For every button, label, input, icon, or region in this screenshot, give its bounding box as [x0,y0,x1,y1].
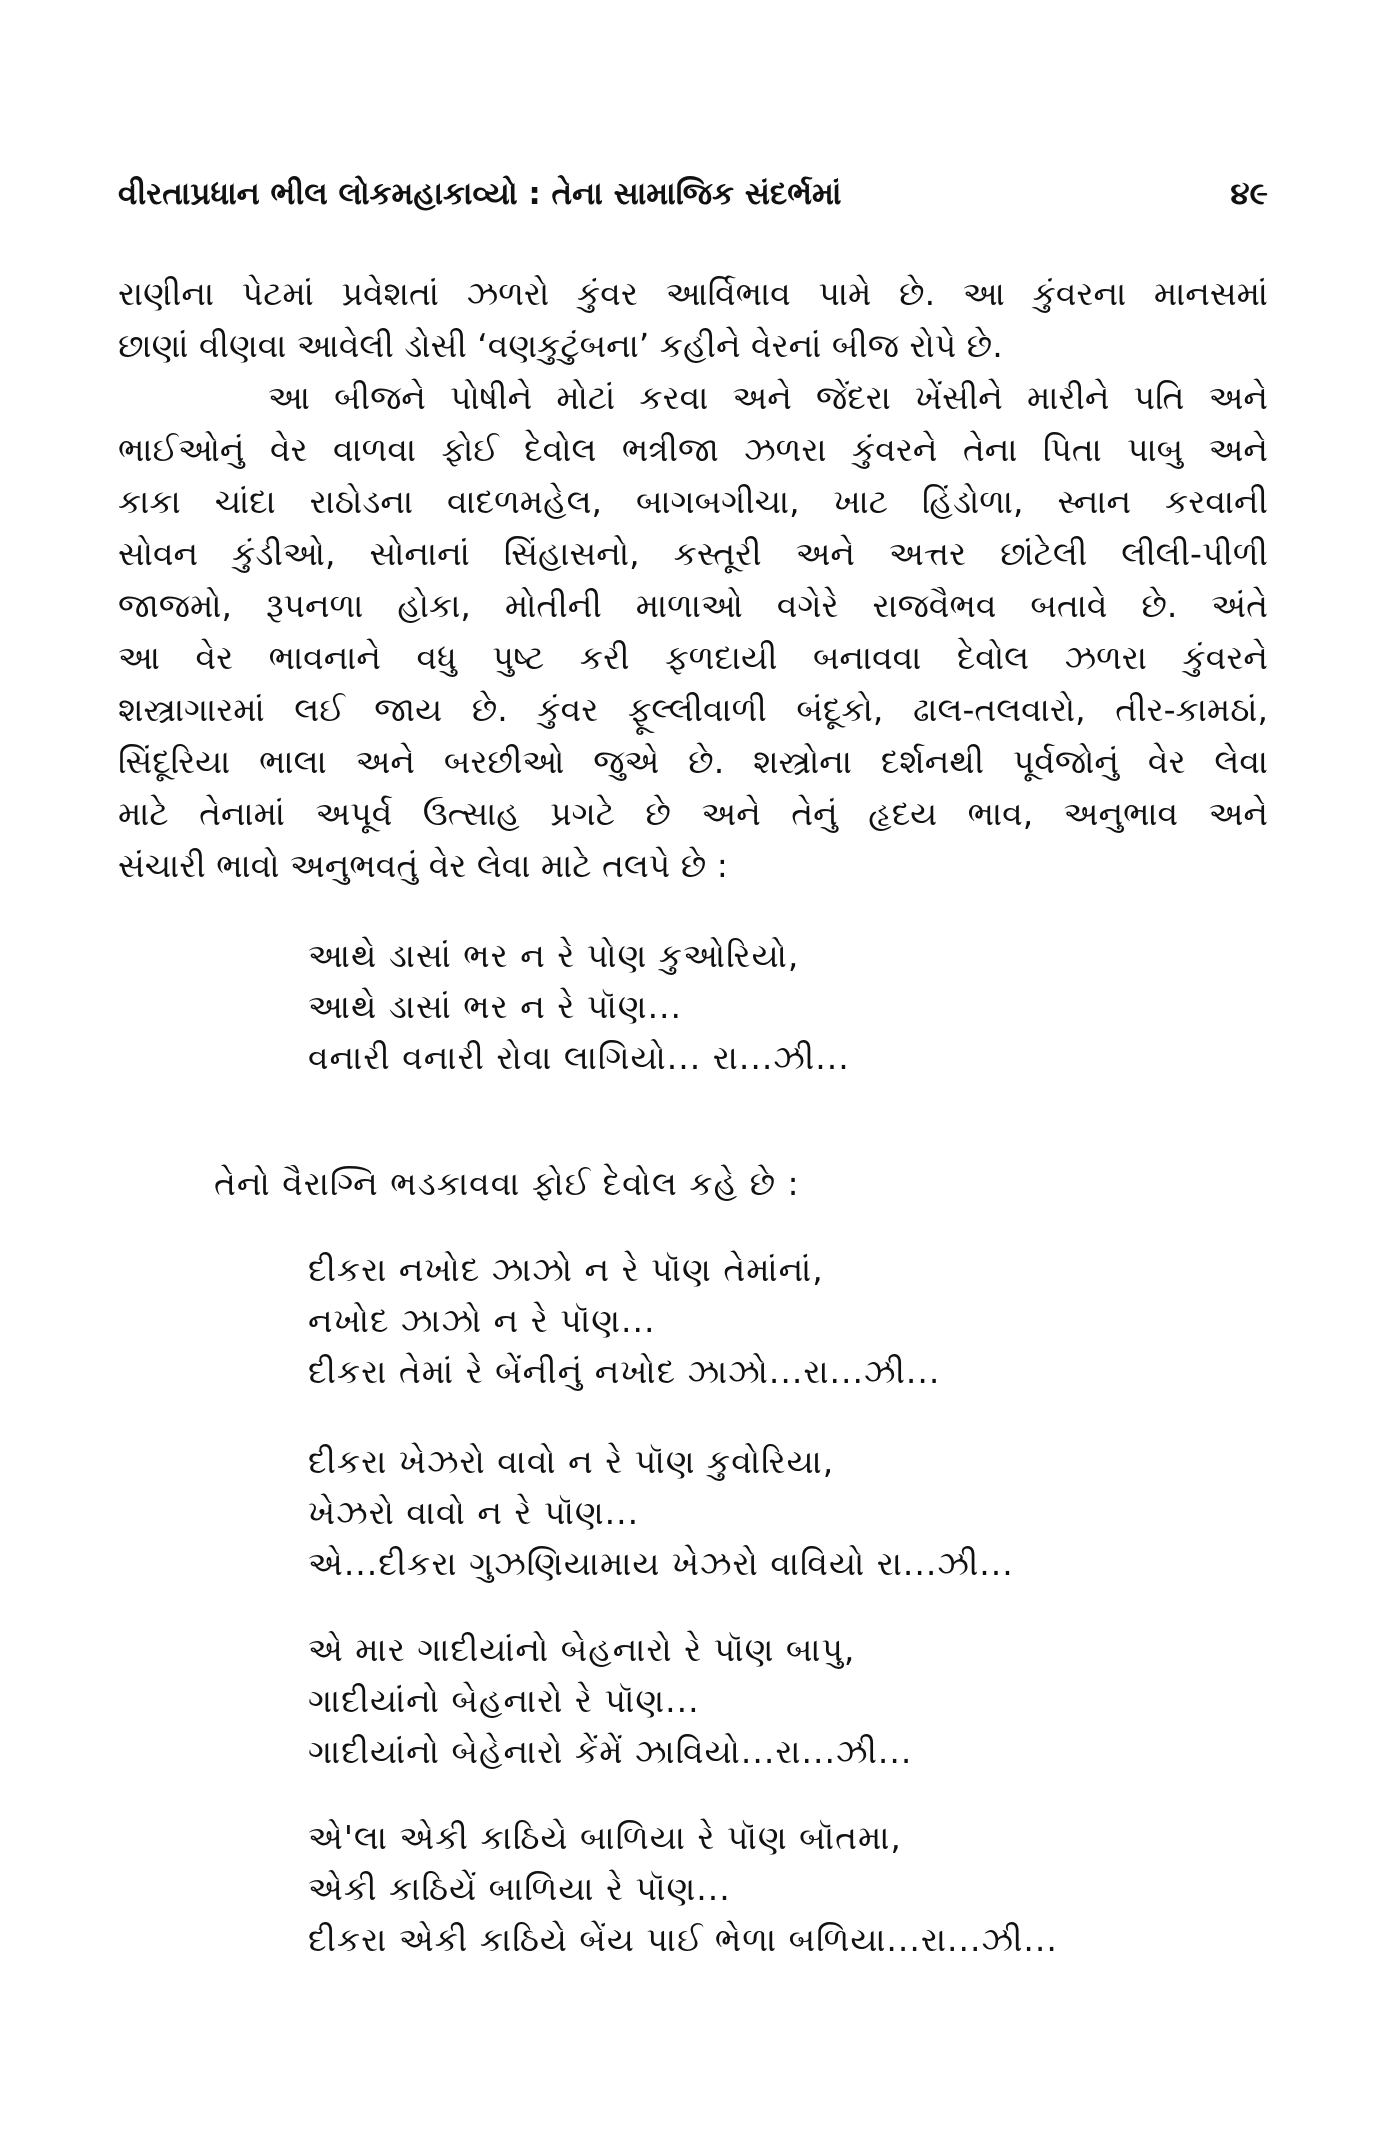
text-line: રાણીના પેટમાં પ્રવેશતાં ઝળરો કુંવર આર્વિભાવ પામે છે. આ કુંવરના માનસમાં [118,274,1268,313]
verse-line: એ માર ગાદીયાંનો બેહનારો રે પૉણ બાપુ, [308,1630,856,1669]
verse-intro: તેનો વૈરાગ્નિ ભડકાવવા ફોઈ દેવોલ કહે છે : [214,1164,800,1203]
text-line: જાજમો, રૂપનળા હોકા, મોતીની માળાઓ વગેરે રાજવૈભવ બતાવે છે. અંતે [118,586,1268,625]
text-line: સિંદૂરિયા ભાલા અને બરછીઓ જુએ છે. શસ્ત્રોના દર્શનથી પૂર્વજોનું વેર લેવા [118,742,1268,781]
verse-line: એકી કાઠિયેં બાળિયા રે પૉણ... [308,1869,731,1908]
verse-line: નખોદ ઝાઝો ન રે પૉણ... [308,1301,656,1340]
verse-line: દીકરા તેમાં રે બેંનીનું નખોદ ઝાઝો...રા...ઝી... [308,1352,941,1391]
prose-body [118,268,1268,892]
text-line: આ બીજને પોષીને મોટાં કરવા અને જેંદરા ખેંસીને મારીને પતિ અને [268,378,1268,417]
verse-line: આથે ડાસાં ભર ન રે પોણ કુઓરિયો, [308,936,800,975]
verse-line: ગાદીયાંનો બેહેનારો કેંમેં ઝાવિયો...રા...ઝી... [308,1732,913,1771]
text-line: છાણાં વીણવા આવેલી ડોસી ‘વણકુટુંબના’ કહીને વેરનાં બીજ રોપે છે. [118,326,1003,365]
verse-line: વનારી વનારી રોવા લાગિયો... રા...ઝી... [308,1038,850,1077]
paragraph-1 [118,268,1268,372]
paragraph-2 [118,372,1268,892]
running-title: વીરતાપ્રધાન ભીલ લોકમહાકાવ્યો : તેના સામાજિક સંદર્ભમાં [118,176,842,212]
page-header [118,176,1268,236]
text-line: સોવન કુંડીઓ, સોનાનાં સિંહાસનો, કસ્તૂરી અને અત્તર છાંટેલી લીલી-પીળી [118,534,1268,573]
verse-stanza-2 [308,1244,1208,1397]
verse-stanza-5 [308,1812,1208,1965]
verse-stanza-3 [308,1436,1208,1589]
text-line: કાકા ચાંદા રાઠોડના વાદળમહેલ, બાગબગીચા, ખાટ હિંડોળા, સ્નાન કરવાની [118,482,1268,521]
verse-line: દીકરા ખેઝરો વાવો ન રે પૉણ કુવોરિયા, [308,1442,835,1481]
verse-line: દીકરા નખોદ ઝાઝો ન રે પૉણ તેમાંનાં, [308,1250,824,1289]
verse-stanza-1 [308,930,1208,1083]
verse-stanza-4 [308,1624,1208,1777]
text-line: શસ્ત્રાગારમાં લઈ જાય છે. કુંવર ફૂલ્લીવાળી બંદૂકો, ઢાલ-તલવારો, તીર-કામઠાં, [118,690,1268,729]
verse-line: દીકરા એકી કાઠિયે બેંય પાઈ ભેળા બળિયા...રા...ઝી... [308,1920,1058,1959]
page-number: ૪૯ [1230,176,1268,212]
text-line: સંચારી ભાવો અનુભવતું વેર લેવા માટે તલપે છે : [118,846,728,885]
verse-line: એ...દીકરા ગુઝણિયામાય ખેઝરો વાવિયો રા...ઝી... [308,1544,1014,1583]
verse-line: ગાદીયાંનો બેહનારો રે પૉણ... [308,1681,700,1720]
verse-line: એ'લા એકી કાઠિયે બાળિયા રે પૉણ બૉતમા, [308,1818,902,1857]
text-line: માટે તેનામાં અપૂર્વ ઉત્સાહ પ્રગટે છે અને તેનું હૃદય ભાવ, અનુભાવ અને [118,794,1268,833]
verse-line: ખેઝરો વાવો ન રે પૉણ... [308,1493,640,1532]
text-line: ભાઈઓનું વેર વાળવા ફોઈ દેવોલ ભત્રીજા ઝળરા કુંવરને તેના પિતા પાબુ અને [118,430,1268,469]
text-line: આ વેર ભાવનાને વધુ પુષ્ટ કરી ફળદાયી બનાવવા દેવોલ ઝળરા કુંવરને [118,638,1268,677]
verse-line: આથે ડાસાં ભર ન રે પૉણ... [308,987,683,1026]
